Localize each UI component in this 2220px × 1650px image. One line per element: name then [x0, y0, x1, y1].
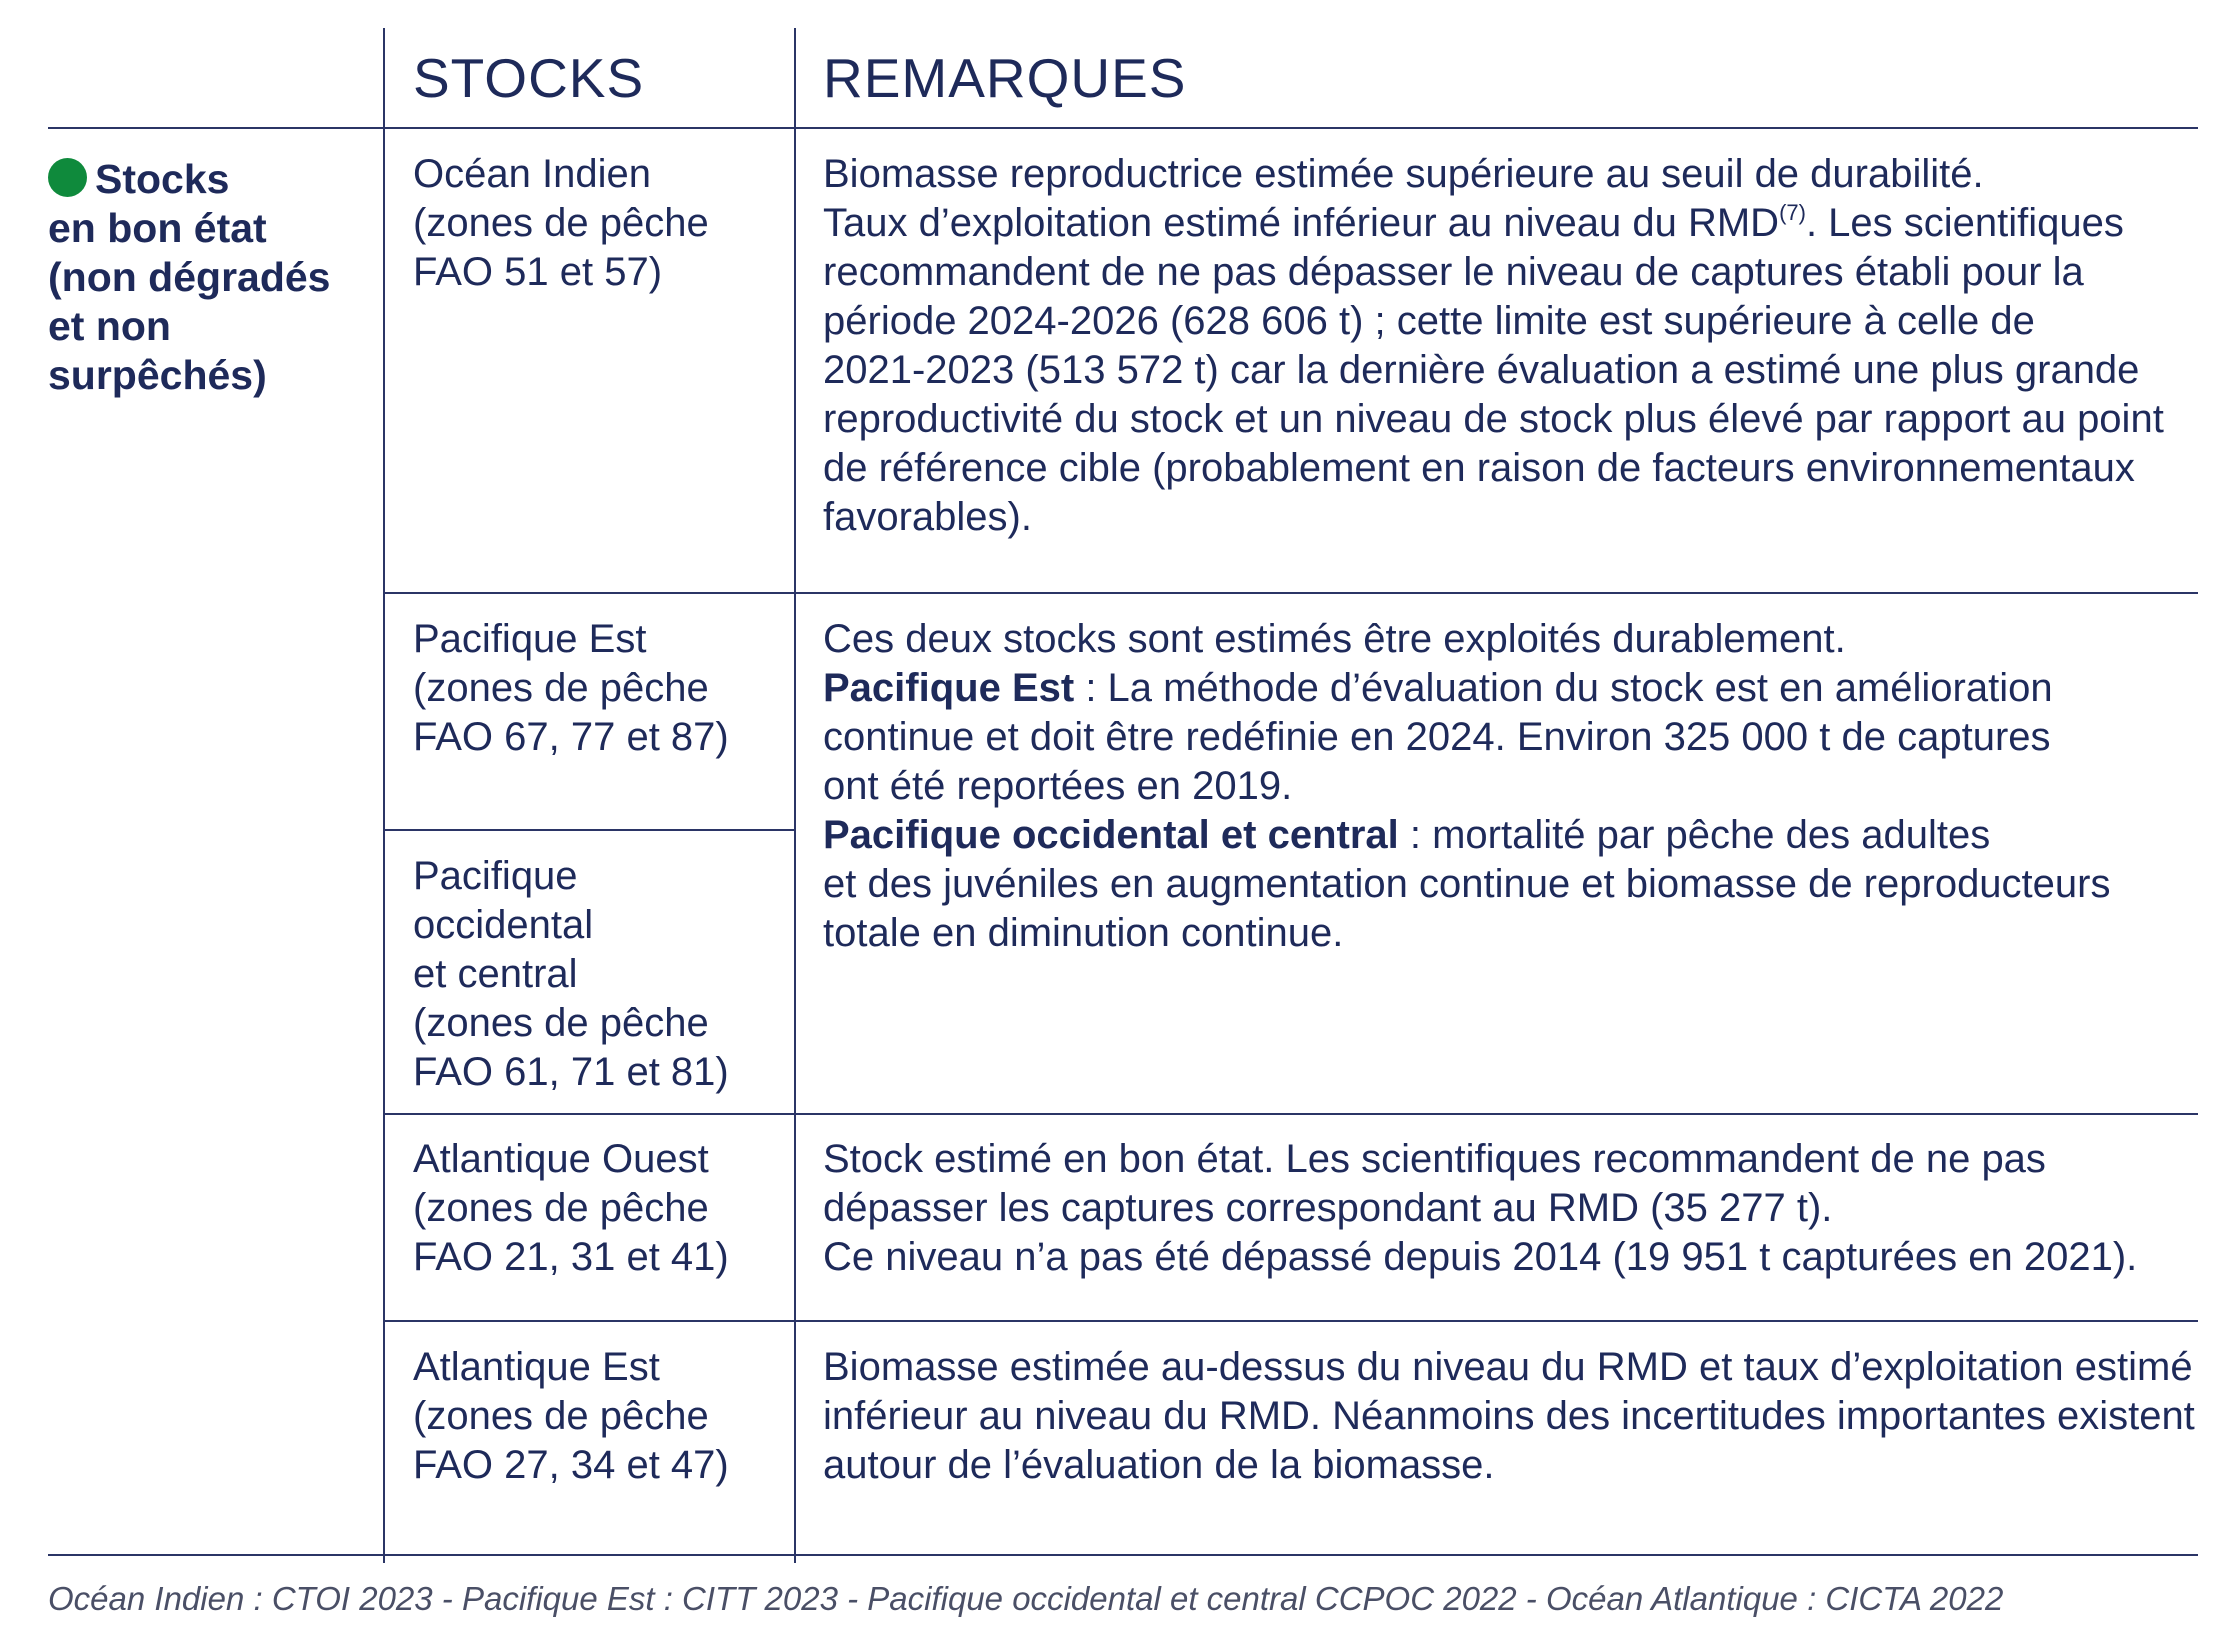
remarks-atlantique-ouest: Stock estimé en bon état. Les scientifiques recommandent de ne pas dépasser les captures correspondant au RMD (35 277 t). Ce niveau n’a pas été dépassé depuis 2014 (19 951 t capturées en 2021).	[823, 1137, 2138, 1279]
row-divider-pacifique-est	[383, 829, 796, 831]
stock-pacifique-est: Pacifique Est (zones de pêche FAO 67, 77 et 87)	[413, 617, 729, 759]
column-divider-right	[794, 28, 796, 1563]
table-bottom-rule	[48, 1554, 2198, 1556]
remarks-indien: Biomasse reproductrice estimée supérieure au seuil de durabilité. Taux d’exploitation estimé inférieur au niveau du RMD$^{(7)}$. Les scientifiques recommandent de ne pas dépasser le niveau de captures établi pour la période 2024-2026 (628 606 t) ; cette limite est supérieure à celle de 2021-2023 (513 572 t) car la dernière évaluation a estimé une plus grande reproductivité du stock et un niveau de stock plus élevé par rapport au point de référence cible (probablement en raison de facteurs environnementaux favorables).	[823, 152, 2164, 539]
header-remarks: REMARQUES	[823, 47, 1187, 109]
status-dot-icon	[48, 158, 87, 197]
category-label: Stocks en bon état (non dégradés et non surpêchés)	[48, 156, 331, 398]
row-divider-indien	[383, 592, 2198, 594]
row-divider-pacifique	[383, 1113, 2198, 1115]
source-note: Océan Indien : CTOI 2023 - Pacifique Est : CITT 2023 - Pacifique occidental et central CCPOC 2022 - Océan Atlantique : CICTA 2022	[48, 1580, 2004, 1617]
remarks-pacifique: Ces deux stocks sont estimés être exploités durablement. Pacifique Est : La méthode d’évaluation du stock est en amélioration continue et doit être redéfinie en 2024. Environ 325 000 t de captures ont été reportées en 2019. Pacifique occidental et central : mortalité par pêche des adultes et des juvéniles en augmentation continue et biomasse de reproducteurs totale en diminution continue.	[823, 617, 2111, 955]
header-rule	[48, 127, 2198, 129]
stock-indien: Océan Indien (zones de pêche FAO 51 et 57)	[413, 152, 709, 294]
row-divider-atl-ouest	[383, 1320, 2198, 1322]
header-stocks: STOCKS	[413, 47, 645, 109]
remarks-atlantique-est: Biomasse estimée au-dessus du niveau du RMD et taux d’exploitation estimé inférieur au niveau du RMD. Néanmoins des incertitudes importantes existent autour de l’évaluation de la biomasse.	[823, 1345, 2195, 1487]
stock-atlantique-est: Atlantique Est (zones de pêche FAO 27, 34 et 47)	[413, 1345, 729, 1487]
stock-atlantique-ouest: Atlantique Ouest (zones de pêche FAO 21, 31 et 41)	[413, 1137, 729, 1279]
stock-pacifique-occidental: Pacifique occidental et central (zones de pêche FAO 61, 71 et 81)	[413, 854, 729, 1094]
column-divider-left	[383, 28, 385, 1563]
